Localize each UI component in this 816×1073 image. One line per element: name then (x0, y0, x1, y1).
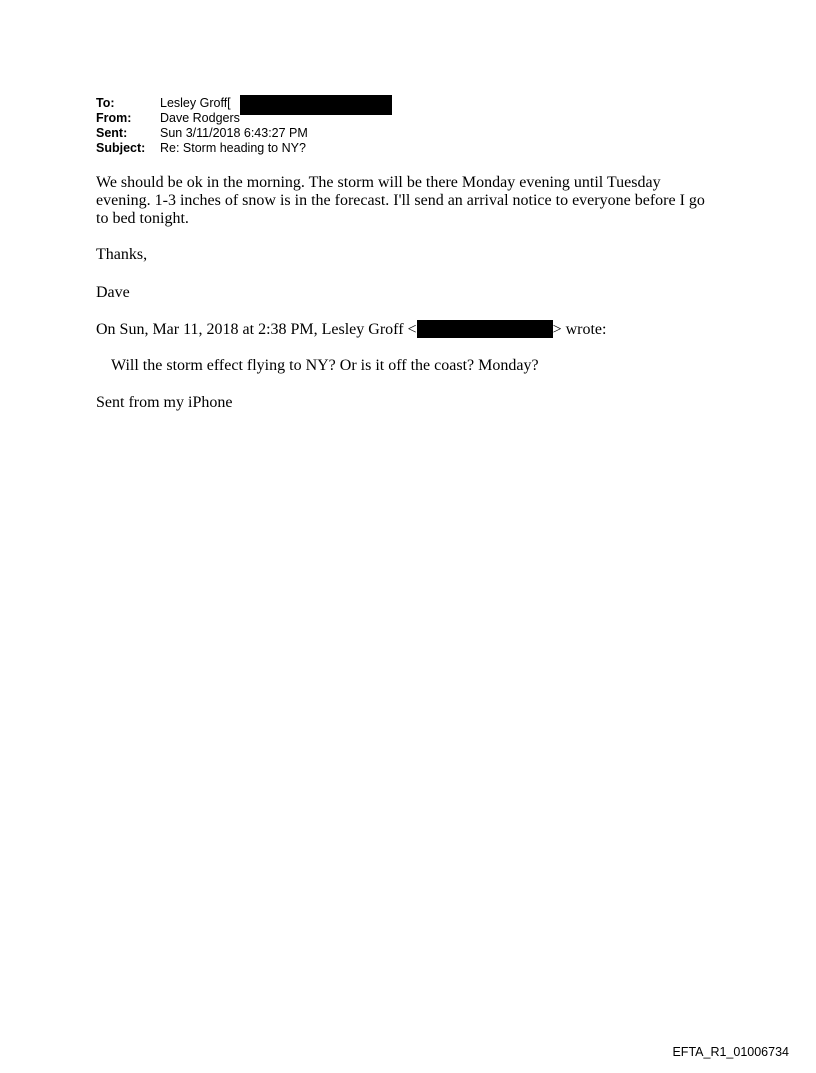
attribution-prefix: On Sun, Mar 11, 2018 at 2:38 PM, Lesley Groff < (96, 321, 417, 338)
body-line-3: to bed tonight. (96, 210, 189, 227)
subject-row (96, 141, 308, 156)
to-label: To: (96, 96, 115, 110)
from-value: Dave Rodgers (160, 111, 240, 125)
body-line-2: evening. 1-3 inches of snow is in the forecast. I'll send an arrival notice to everyone before I go (96, 192, 705, 209)
from-label: From: (96, 111, 132, 125)
quote-attribution (96, 320, 606, 339)
subject-label: Subject: (96, 141, 146, 155)
bates-number: EFTA_R1_01006734 (672, 1045, 789, 1059)
body-line-1: We should be ok in the morning. The storm will be there Monday evening until Tuesday (96, 174, 661, 191)
body-paragraph (96, 174, 705, 228)
attribution-suffix: > wrote: (552, 321, 607, 338)
redaction-box-email (417, 320, 553, 338)
redaction-box-to (240, 95, 392, 115)
sent-row (96, 126, 308, 141)
sent-value: Sun 3/11/2018 6:43:27 PM (160, 126, 308, 140)
subject-value: Re: Storm heading to NY? (160, 141, 306, 155)
quoted-message: Will the storm effect flying to NY? Or is it off the coast? Monday? (111, 357, 539, 374)
signature: Dave (96, 284, 130, 301)
to-value: Lesley Groff[ (160, 96, 231, 110)
thanks-line: Thanks, (96, 246, 148, 263)
sent-label: Sent: (96, 126, 128, 140)
sent-from-line: Sent from my iPhone (96, 394, 233, 411)
